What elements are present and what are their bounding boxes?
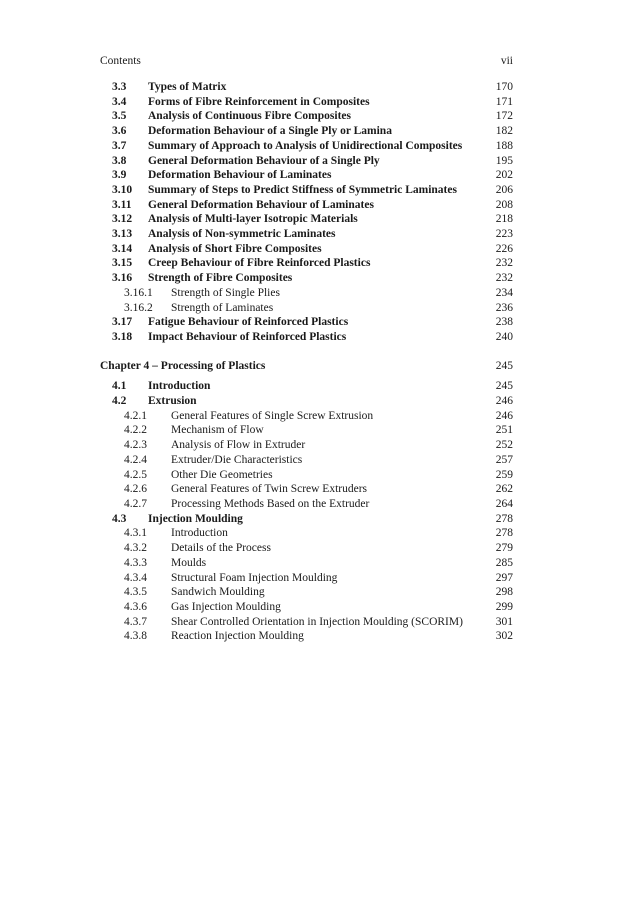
- toc-entry-title: Summary of Steps to Predict Stiffness of Symmetric Laminates: [148, 183, 457, 196]
- toc-entry-number: 3.11: [112, 198, 132, 211]
- toc-section-entry: [0, 212, 629, 227]
- toc-entry-title: Analysis of Continuous Fibre Composites: [148, 110, 351, 123]
- toc-subsection-entry: [0, 541, 629, 556]
- toc-entry-page: 236: [495, 301, 513, 314]
- toc-entry-page: 278: [495, 527, 513, 540]
- toc-entry-page: 245: [495, 380, 513, 393]
- toc-subsection-entry: [0, 556, 629, 571]
- toc-subsection-entry: [0, 286, 629, 301]
- toc-subsection-entry: [0, 615, 629, 630]
- toc-section-entry: [0, 80, 629, 95]
- toc-entry-page: 202: [495, 169, 513, 182]
- toc-entry-number: 3.18: [112, 330, 133, 343]
- toc-subsection-entry: [0, 482, 629, 497]
- toc-entry-number: 4.2.5: [124, 468, 147, 481]
- toc-entry-number: 3.3: [112, 81, 127, 93]
- toc-entry-title: Fatigue Behaviour of Reinforced Plastics: [148, 316, 349, 329]
- toc-section-entry: [0, 139, 629, 154]
- toc-entry-title: Analysis of Flow in Extruder: [171, 439, 306, 452]
- toc-entry-title: Creep Behaviour of Fibre Reinforced Plastics: [148, 257, 371, 270]
- toc-entry-number: 3.13: [112, 228, 133, 241]
- toc-entry-number: 3.7: [112, 139, 127, 152]
- toc-section-entry: [0, 198, 629, 213]
- toc-subsection-entry: [0, 468, 629, 483]
- toc-entry-page: 262: [495, 483, 513, 496]
- toc-entry-page: 299: [495, 600, 513, 613]
- header-page-number: vii: [500, 55, 513, 67]
- toc-entry-number: 4.2.2: [124, 424, 147, 437]
- toc-entry-title: Details of the Process: [171, 542, 271, 555]
- toc-entry-page: 232: [495, 272, 513, 285]
- toc-section-entry: [0, 109, 629, 124]
- toc-subsection-entry: [0, 571, 629, 586]
- toc-section-entry: [0, 168, 629, 183]
- toc-entry-number: 3.16: [112, 272, 133, 285]
- toc-entry-number: 3.16.1: [124, 286, 153, 299]
- toc-entry-title: General Deformation Behaviour of a Single Ply: [148, 154, 380, 167]
- toc-entry-number: 4.2.4: [124, 453, 147, 466]
- toc-section-entry: [0, 95, 629, 110]
- toc-entry-number: 4.1: [112, 380, 127, 393]
- toc-entry-page: 246: [495, 409, 513, 422]
- toc-entry-title: Strength of Single Plies: [171, 286, 280, 299]
- toc-entry-title: Injection Moulding: [148, 512, 243, 525]
- toc-entry-page: 171: [495, 95, 513, 108]
- toc-entry-title: General Features of Single Screw Extrusion: [171, 409, 374, 422]
- toc-entry-title: General Features of Twin Screw Extruders: [171, 483, 368, 496]
- toc-entry-title: General Deformation Behaviour of Laminates: [148, 198, 374, 211]
- toc-entry-page: 257: [495, 453, 513, 466]
- toc-entry-title: Impact Behaviour of Reinforced Plastics: [148, 330, 347, 343]
- toc-entry-number: 4.3.2: [124, 542, 147, 555]
- toc-entry-title: Reaction Injection Moulding: [171, 630, 304, 643]
- toc-entry-page: 182: [495, 125, 513, 138]
- toc-section-entry: [0, 271, 629, 286]
- toc-entry-number: 4.2: [112, 395, 127, 408]
- toc-entry-number: 3.4: [112, 95, 127, 108]
- toc-entry-page: 279: [495, 542, 513, 555]
- toc-entry-number: 4.2.3: [124, 439, 147, 452]
- toc-entry-page: 206: [495, 183, 513, 196]
- toc-section-entry: [0, 154, 629, 169]
- toc-subsection-entry: [0, 453, 629, 468]
- toc-entry-page: 298: [495, 586, 513, 599]
- toc-entry-number: 3.8: [112, 154, 127, 167]
- toc-entry-number: 4.3.4: [124, 571, 147, 584]
- toc-subsection-entry: [0, 526, 629, 541]
- toc-entry-title: Strength of Laminates: [171, 301, 274, 314]
- toc-entry-page: 218: [495, 213, 513, 226]
- toc-entry-page: 188: [495, 139, 513, 152]
- toc-subsection-entry: [0, 629, 629, 644]
- toc-entry-number: 3.14: [112, 242, 133, 255]
- toc-entry-number: 4.2.7: [124, 497, 147, 510]
- toc-entry-page: 234: [495, 286, 513, 299]
- toc-entry-page: 245: [495, 359, 513, 372]
- toc-entry-page: 226: [495, 242, 513, 255]
- toc-entry-page: 223: [495, 228, 513, 241]
- table-of-contents: [0, 80, 629, 644]
- toc-entry-title: Chapter 4 – Processing of Plastics: [100, 359, 266, 372]
- toc-chapter-heading: [0, 359, 629, 374]
- toc-entry-number: 3.17: [112, 316, 133, 329]
- toc-entry-number: 4.3.7: [124, 615, 147, 628]
- toc-subsection-entry: [0, 409, 629, 424]
- toc-entry-title: Moulds: [171, 556, 207, 569]
- toc-entry-page: 238: [495, 316, 513, 329]
- toc-entry-number: 3.10: [112, 183, 133, 196]
- toc-subsection-entry: [0, 423, 629, 438]
- toc-entry-number: 3.9: [112, 169, 127, 182]
- toc-subsection-entry: [0, 301, 629, 316]
- toc-entry-page: 278: [495, 512, 513, 525]
- toc-entry-number: 4.3.3: [124, 556, 147, 569]
- toc-subsection-entry: [0, 438, 629, 453]
- toc-entry-number: 4.3.1: [124, 527, 147, 540]
- header-section-title: Contents: [100, 55, 141, 67]
- toc-entry-title: Summary of Approach to Analysis of Unidirectional Composites: [148, 139, 463, 152]
- toc-entry-page: 301: [495, 615, 513, 628]
- toc-section-entry: [0, 330, 629, 345]
- toc-entry-page: 208: [495, 198, 513, 211]
- toc-entry-page: 240: [495, 330, 513, 343]
- toc-entry-number: 4.3: [112, 512, 127, 525]
- toc-section-entry: [0, 315, 629, 330]
- toc-subsection-entry: [0, 497, 629, 512]
- toc-entry-title: Forms of Fibre Reinforcement in Composites: [148, 95, 370, 108]
- toc-section-entry: [0, 124, 629, 139]
- toc-entry-number: 3.12: [112, 213, 133, 226]
- toc-entry-title: Mechanism of Flow: [171, 424, 264, 437]
- toc-entry-title: Analysis of Non-symmetric Laminates: [148, 228, 336, 241]
- toc-entry-page: 259: [495, 468, 513, 481]
- toc-entry-title: Structural Foam Injection Moulding: [171, 571, 338, 584]
- toc-entry-title: Deformation Behaviour of Laminates: [148, 169, 332, 182]
- toc-entry-title: Analysis of Multi-layer Isotropic Materials: [148, 213, 358, 226]
- toc-entry-page: 285: [495, 556, 513, 569]
- toc-section-entry: [0, 512, 629, 527]
- toc-entry-number: 4.3.5: [124, 586, 147, 599]
- toc-entry-title: Shear Controlled Orientation in Injection Moulding (SCORIM): [171, 615, 463, 628]
- toc-entry-page: 172: [495, 110, 513, 123]
- toc-entry-number: 3.6: [112, 125, 127, 138]
- toc-entry-page: 251: [495, 424, 513, 437]
- toc-subsection-entry: [0, 585, 629, 600]
- toc-section-entry: [0, 242, 629, 257]
- toc-subsection-entry: [0, 600, 629, 615]
- toc-entry-number: 4.3.6: [124, 600, 147, 613]
- toc-entry-page: 195: [495, 154, 513, 167]
- toc-entry-number: 4.3.8: [124, 630, 147, 643]
- toc-entry-page: 297: [495, 571, 513, 584]
- toc-entry-title: Extruder/Die Characteristics: [171, 453, 303, 466]
- toc-entry-number: 3.15: [112, 257, 133, 270]
- toc-entry-page: 170: [495, 81, 513, 93]
- toc-entry-page: 246: [495, 395, 513, 408]
- toc-section-entry: [0, 256, 629, 271]
- toc-entry-title: Introduction: [171, 527, 228, 540]
- toc-entry-number: 3.5: [112, 110, 127, 123]
- toc-entry-title: Strength of Fibre Composites: [148, 272, 293, 285]
- toc-entry-title: Other Die Geometries: [171, 468, 273, 481]
- toc-section-entry: [0, 183, 629, 198]
- toc-entry-title: Sandwich Moulding: [171, 586, 265, 599]
- toc-entry-title: Introduction: [148, 380, 211, 393]
- toc-entry-title: Deformation Behaviour of a Single Ply or Lamina: [148, 125, 392, 138]
- toc-entry-title: Extrusion: [148, 395, 197, 408]
- toc-entry-page: 302: [495, 630, 513, 643]
- toc-entry-title: Processing Methods Based on the Extruder: [171, 497, 370, 510]
- toc-entry-title: Gas Injection Moulding: [171, 600, 281, 613]
- toc-entry-title: Analysis of Short Fibre Composites: [148, 242, 322, 255]
- toc-entry-page: 252: [495, 439, 513, 452]
- toc-entry-page: 264: [495, 497, 513, 510]
- toc-entry-number: 4.2.1: [124, 409, 147, 422]
- toc-section-entry: [0, 379, 629, 394]
- toc-section-entry: [0, 227, 629, 242]
- toc-entry-title: Types of Matrix: [148, 81, 227, 93]
- toc-entry-number: 3.16.2: [124, 301, 153, 314]
- toc-section-entry: [0, 394, 629, 409]
- toc-entry-number: 4.2.6: [124, 483, 147, 496]
- toc-entry-page: 232: [495, 257, 513, 270]
